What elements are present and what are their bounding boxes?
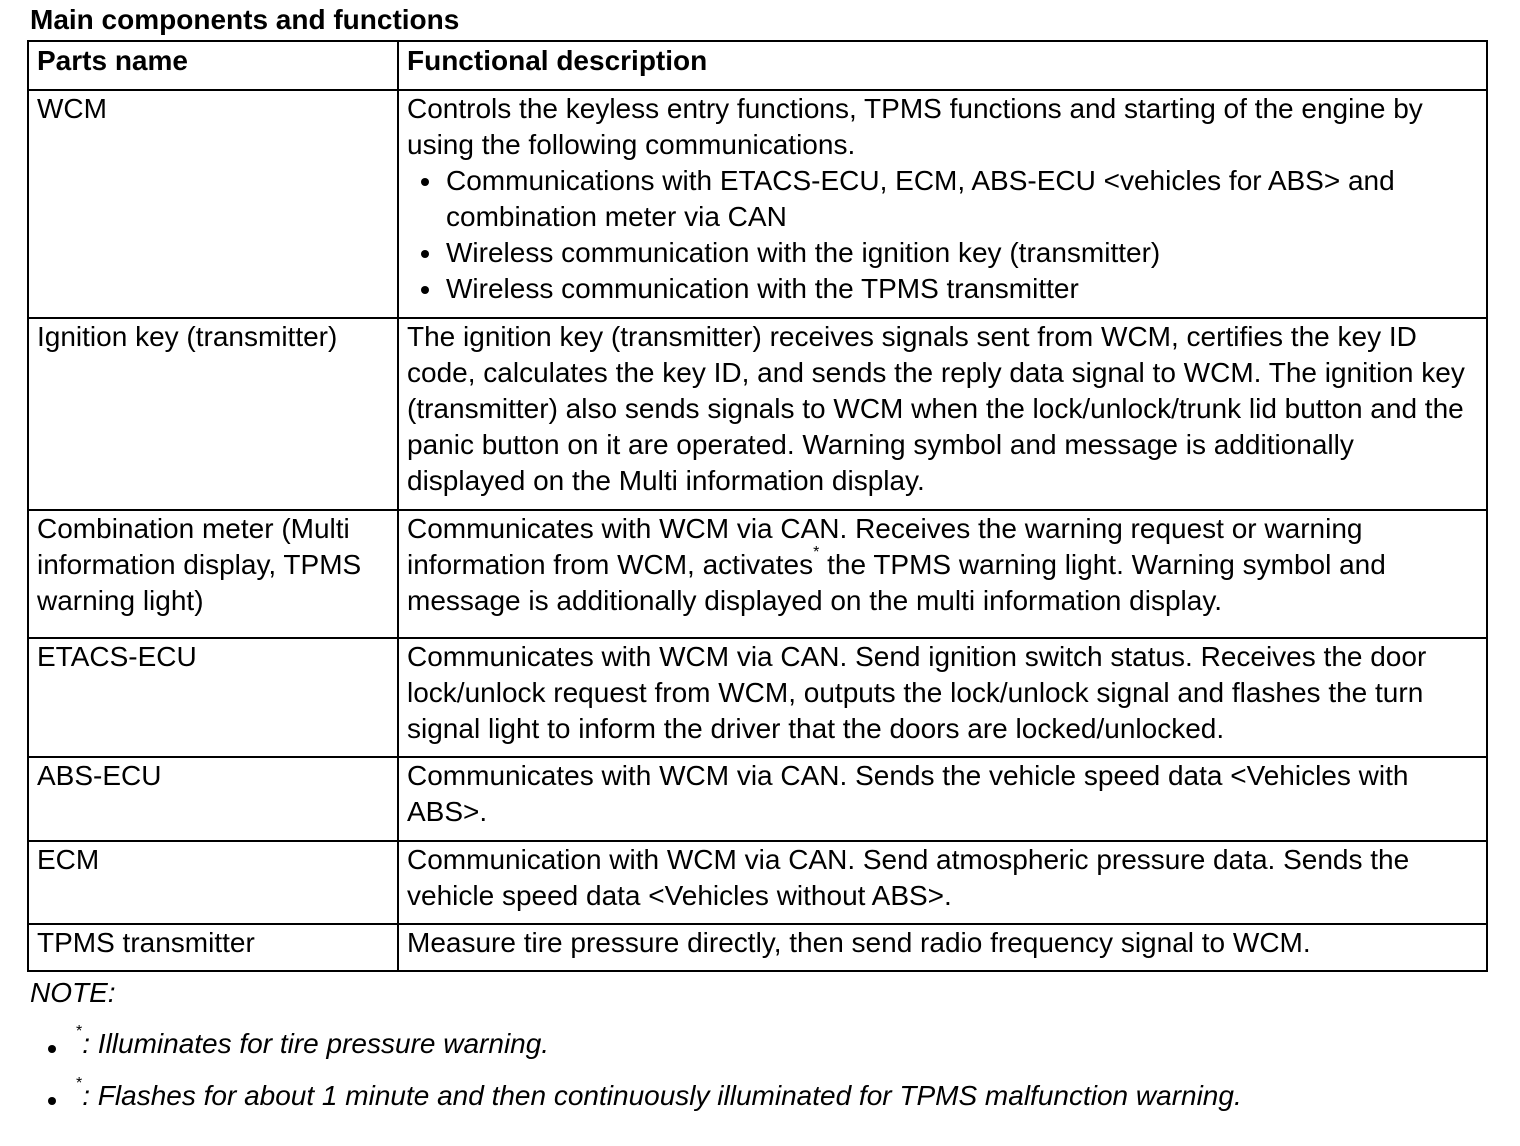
note-text: : Flashes for about 1 minute and then continuously illuminated for TPMS malfunction warning. bbox=[82, 1080, 1242, 1111]
description-cell: Communicates with WCM via CAN. Send ignition switch status. Receives the door lock/unlock request from WCM, outputs the lock/unlock signal and flashes the turn signal light to inform the driver that the doors are locked/unlocked. bbox=[398, 638, 1487, 757]
bullet-list bbox=[407, 163, 1478, 307]
table-header-row bbox=[28, 41, 1487, 90]
description-cell: The ignition key (transmitter) receives signals sent from WCM, certifies the key ID code, calculates the key ID, and sends the reply data signal to WCM. The ignition key (transmitter) also sends signals to WCM when the lock/unlock/trunk lid button and the panic button on it are operated. Warning symbol and message is additionally displayed on the Multi information display. bbox=[398, 318, 1487, 510]
header-parts-name: Parts name bbox=[28, 41, 398, 90]
table-row bbox=[28, 318, 1487, 510]
part-name-cell: WCM bbox=[28, 90, 398, 318]
description-cell: Measure tire pressure directly, then send radio frequency signal to WCM. bbox=[398, 924, 1487, 971]
footnote-mark: * bbox=[76, 1023, 83, 1040]
part-name-cell: ETACS-ECU bbox=[28, 638, 398, 757]
part-name-cell: ECM bbox=[28, 841, 398, 924]
part-name-cell: ABS-ECU bbox=[28, 757, 398, 841]
bullet-icon bbox=[48, 1045, 56, 1053]
table-row bbox=[28, 841, 1487, 924]
components-table bbox=[27, 40, 1488, 972]
note-title: NOTE: bbox=[30, 977, 116, 1008]
description-cell: Communicates with WCM via CAN. Sends the vehicle speed data <Vehicles with ABS>. bbox=[398, 757, 1487, 841]
description-cell bbox=[398, 510, 1487, 638]
table-row bbox=[28, 924, 1487, 971]
table-row bbox=[28, 757, 1487, 841]
header-functional-description: Functional description bbox=[398, 41, 1487, 90]
description-text: Communicates with WCM via CAN. Receives the warning request or warning information from WCM, activates bbox=[407, 513, 1363, 580]
description-cell: Communication with WCM via CAN. Send atmospheric pressure data. Sends the vehicle speed data <Vehicles without ABS>. bbox=[398, 841, 1487, 924]
footnote-mark: * bbox=[76, 1075, 83, 1092]
note-item bbox=[48, 1023, 550, 1062]
list-item: Communications with ETACS-ECU, ECM, ABS-ECU <vehicles for ABS> and combination meter via CAN bbox=[446, 163, 1478, 235]
part-name-cell: TPMS transmitter bbox=[28, 924, 398, 971]
table-row bbox=[28, 510, 1487, 638]
page-title: Main components and functions bbox=[30, 4, 460, 35]
part-name-cell: Ignition key (transmitter) bbox=[28, 318, 398, 510]
part-name-cell: Combination meter (Multi information display, TPMS warning light) bbox=[28, 510, 398, 638]
list-item: Wireless communication with the TPMS transmitter bbox=[446, 271, 1478, 307]
footnote-mark: * bbox=[813, 544, 820, 561]
description-text: the TPMS warning light. Warning symbol and message is additionally displayed on the multi information display. bbox=[407, 549, 1386, 616]
note-text: : Illuminates for tire pressure warning. bbox=[82, 1028, 550, 1059]
description-cell bbox=[398, 90, 1487, 318]
list-item: Wireless communication with the ignition key (transmitter) bbox=[446, 235, 1478, 271]
description-text: Controls the keyless entry functions, TPMS functions and starting of the engine by using the following communications. bbox=[407, 93, 1423, 160]
bullet-icon bbox=[48, 1097, 56, 1105]
table-row bbox=[28, 638, 1487, 757]
table-row bbox=[28, 90, 1487, 318]
note-item bbox=[48, 1075, 1242, 1114]
